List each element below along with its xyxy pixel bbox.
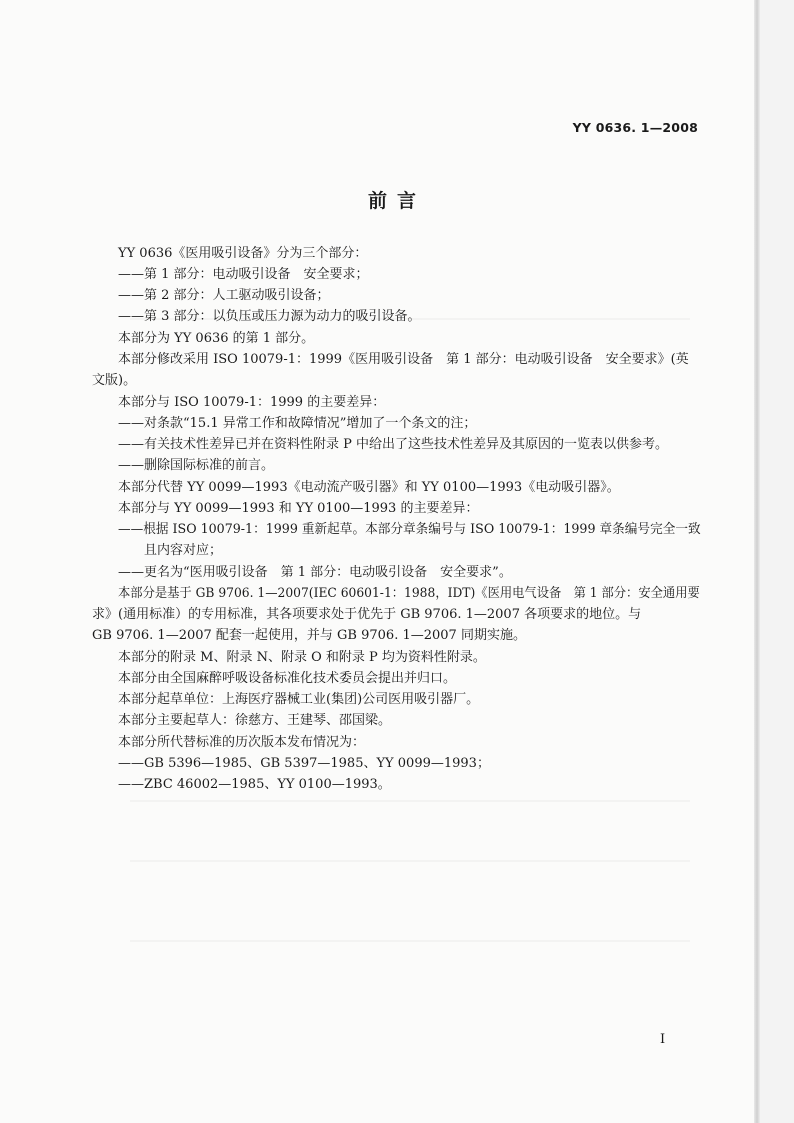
paragraph-line: 本部分与 YY 0099—1993 和 YY 0100—1993 的主要差异：: [118, 501, 479, 516]
list-item: ——第 1 部分：电动吸引设备 安全要求；: [118, 267, 369, 282]
list-item: ——有关技术性差异已并在资料性附录 P 中给出了这些技术性差异及其原因的一览表以供参考。: [118, 437, 669, 452]
list-item: ——第 3 部分：以负压或压力源为动力的吸引设备。: [118, 309, 421, 324]
list-item-continuation: 且内容对应；: [144, 543, 223, 558]
paragraph-line: 文版)。: [92, 373, 137, 388]
paragraph-line: 本部分所代替标准的历次版本发布情况为：: [118, 735, 366, 750]
list-item: ——第 2 部分：人工驱动吸引设备；: [118, 288, 330, 303]
paragraph-line: 本部分为 YY 0636 的第 1 部分。: [118, 331, 315, 346]
paragraph-line: GB 9706. 1—2007 配套一起使用，并与 GB 9706. 1—2007 同期实施。: [92, 628, 526, 643]
list-item: ——删除国际标准的前言。: [118, 458, 275, 473]
scan-margin-strip: [760, 0, 794, 1123]
list-item: ——更名为“医用吸引设备 第 1 部分：电动吸引设备 安全要求”。: [118, 565, 512, 580]
list-item: ——对条款“15.1 异常工作和故障情况”增加了一个条文的注；: [118, 416, 477, 431]
paragraph-line: 本部分的附录 M、附录 N、附录 O 和附录 P 均为资料性附录。: [118, 650, 486, 665]
paragraph-line: 本部分起草单位：上海医疗器械工业(集团)公司医用吸引器厂。: [118, 692, 480, 707]
paragraph-line: 本部分代替 YY 0099—1993《电动流产吸引器》和 YY 0100—1993《电动吸引器》。: [118, 480, 620, 495]
paragraph-line: 本部分修改采用 ISO 10079-1：1999《医用吸引设备 第 1 部分：电动吸引设备 安全要求》(英: [118, 352, 689, 367]
list-item: ——ZBC 46002—1985、YY 0100—1993。: [118, 777, 391, 792]
page-number: I: [660, 1032, 666, 1047]
paragraph-line: YY 0636《医用吸引设备》分为三个部分：: [118, 246, 368, 261]
paragraph-line: 本部分是基于 GB 9706. 1—2007(IEC 60601-1：1988，IDT)《医用电气设备 第 1 部分：安全通用要: [118, 586, 700, 601]
paragraph-line: 本部分与 ISO 10079-1：1999 的主要差异：: [118, 395, 386, 410]
bleed-through-artifact: [130, 940, 690, 942]
page-title: 前言: [367, 190, 426, 212]
list-item: ——GB 5396—1985、GB 5397—1985、YY 0099—1993；: [118, 756, 490, 771]
bleed-through-artifact: [130, 800, 690, 802]
bleed-through-artifact: [130, 860, 690, 862]
paragraph-line: 本部分由全国麻醉呼吸设备标准化技术委员会提出并归口。: [118, 671, 457, 686]
paragraph-line: 本部分主要起草人：徐慈方、王建琴、邵国梁。: [118, 713, 392, 728]
document-code: YY 0636. 1—2008: [572, 120, 698, 135]
paragraph-line: 求》(通用标准）的专用标准，其各项要求处于优先于 GB 9706. 1—2007 各项要求的地位。与: [92, 607, 642, 622]
list-item: ——根据 ISO 10079-1：1999 重新起草。本部分章条编号与 ISO 10079-1：1999 章条编号完全一致: [118, 522, 701, 537]
